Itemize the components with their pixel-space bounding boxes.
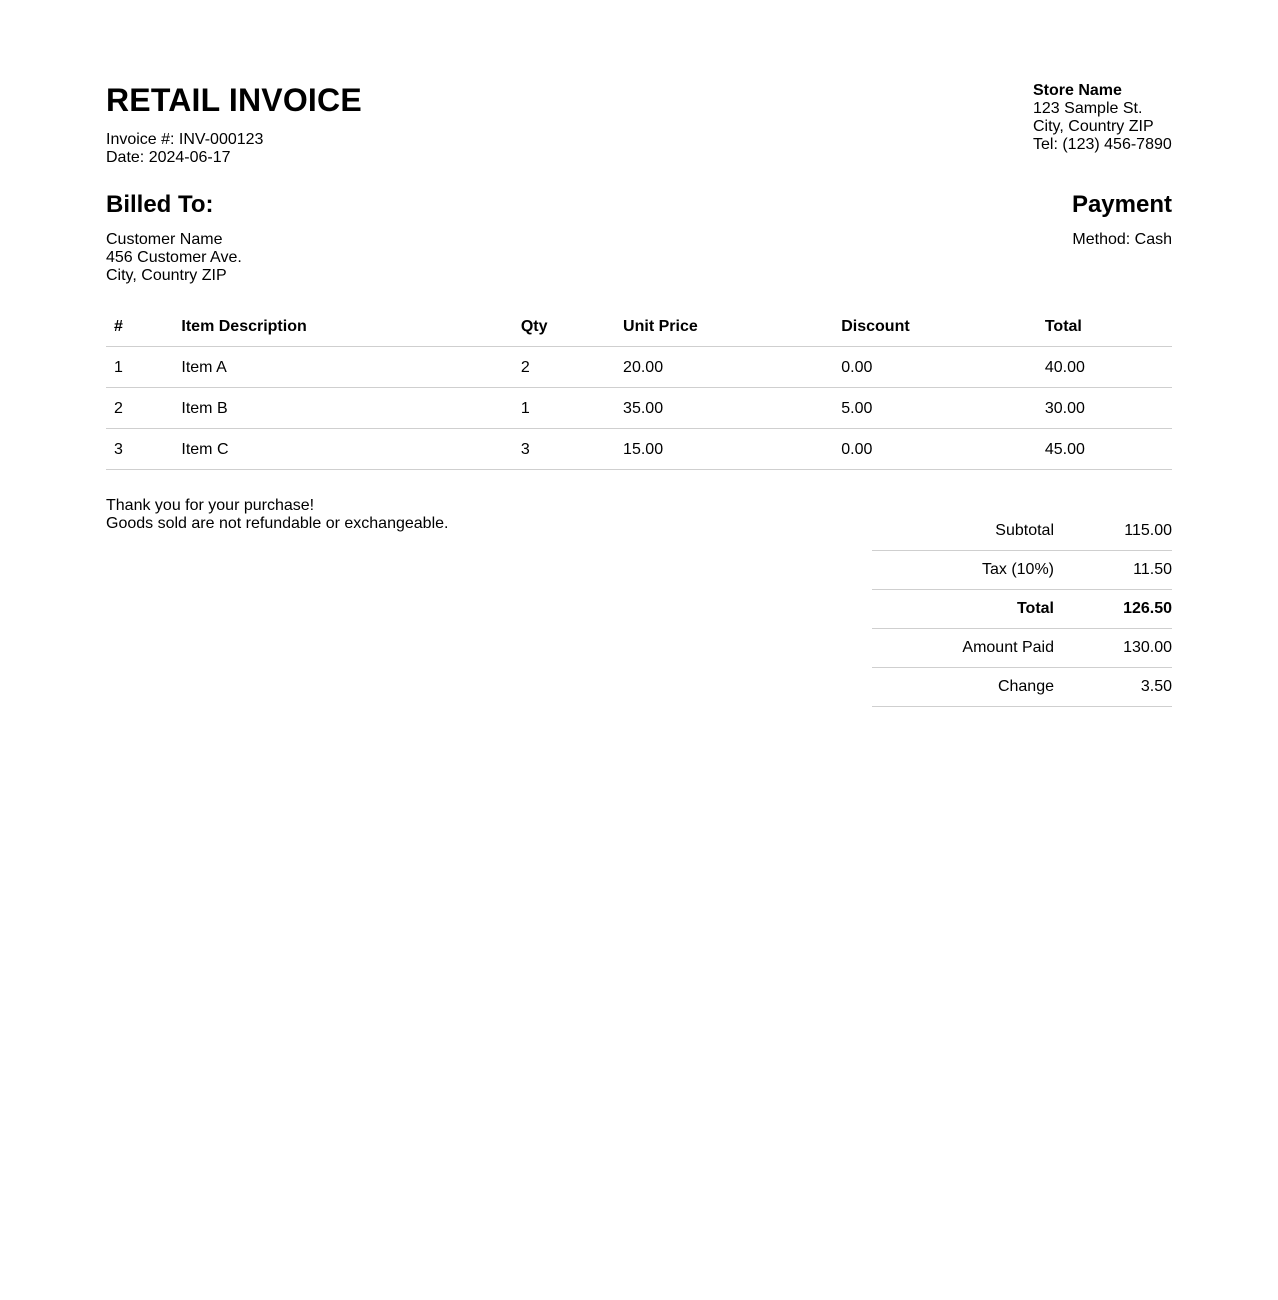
row-item-description: Item A [181, 347, 520, 388]
row-item-description: Item C [181, 429, 520, 470]
invoice-meta [106, 131, 263, 167]
amount-paid-row [872, 629, 1172, 668]
tax-label: Tax (10%) [872, 551, 1054, 590]
row-number: 3 [106, 429, 181, 470]
store-name: Store Name [1033, 82, 1122, 99]
store-address-line1: 123 Sample St. [1033, 100, 1143, 117]
store-address-line2: City, Country ZIP [1033, 118, 1154, 135]
invoice-date: Date: 2024-06-17 [106, 149, 231, 166]
header-discount: Discount [841, 308, 1045, 347]
grand-total-label: Total [872, 590, 1054, 629]
invoice-title: RETAIL INVOICE [106, 82, 362, 118]
tax-value: 11.50 [1054, 551, 1172, 590]
billed-to-heading: Billed To: [106, 191, 214, 218]
header-qty: Qty [521, 308, 623, 347]
invoice-notes [106, 497, 448, 533]
customer-address-line1: 456 Customer Ave. [106, 249, 242, 266]
refund-policy-note: Goods sold are not refundable or exchangeable. [106, 515, 449, 532]
billed-to-details [106, 231, 242, 285]
tax-row [872, 551, 1172, 590]
table-row [106, 347, 1172, 388]
row-total: 45.00 [1045, 429, 1172, 470]
amount-paid-value: 130.00 [1054, 629, 1172, 668]
subtotal-label: Subtotal [872, 512, 1054, 551]
header-total: Total [1045, 308, 1172, 347]
change-row [872, 668, 1172, 707]
row-discount: 5.00 [841, 388, 1045, 429]
row-qty: 2 [521, 347, 623, 388]
payment-method: Method: Cash [1072, 231, 1172, 248]
subtotal-value: 115.00 [1054, 512, 1172, 551]
store-phone: Tel: (123) 456-7890 [1033, 136, 1172, 153]
header-number: # [106, 308, 181, 347]
invoice-number: Invoice #: INV-000123 [106, 131, 264, 148]
row-unit-price: 20.00 [623, 347, 841, 388]
change-label: Change [872, 668, 1054, 707]
row-number: 1 [106, 347, 181, 388]
grand-total-value: 126.50 [1054, 590, 1172, 629]
header-unit-price: Unit Price [623, 308, 841, 347]
row-discount: 0.00 [841, 429, 1045, 470]
row-discount: 0.00 [841, 347, 1045, 388]
store-info [1033, 82, 1172, 154]
row-qty: 1 [521, 388, 623, 429]
subtotal-row [872, 512, 1172, 551]
table-row [106, 388, 1172, 429]
row-unit-price: 35.00 [623, 388, 841, 429]
table-row [106, 429, 1172, 470]
row-unit-price: 15.00 [623, 429, 841, 470]
payment-heading: Payment [1071, 191, 1172, 218]
customer-name: Customer Name [106, 231, 223, 248]
row-item-description: Item B [181, 388, 520, 429]
amount-paid-label: Amount Paid [872, 629, 1054, 668]
row-total: 30.00 [1045, 388, 1172, 429]
totals-table [872, 512, 1172, 707]
row-qty: 3 [521, 429, 623, 470]
grand-total-row [872, 590, 1172, 629]
header-item-description: Item Description [181, 308, 520, 347]
items-table-header [106, 308, 1172, 347]
customer-address-line2: City, Country ZIP [106, 267, 227, 284]
change-value: 3.50 [1054, 668, 1172, 707]
thank-you-note: Thank you for your purchase! [106, 497, 315, 514]
items-table [106, 308, 1172, 470]
row-number: 2 [106, 388, 181, 429]
row-total: 40.00 [1045, 347, 1172, 388]
